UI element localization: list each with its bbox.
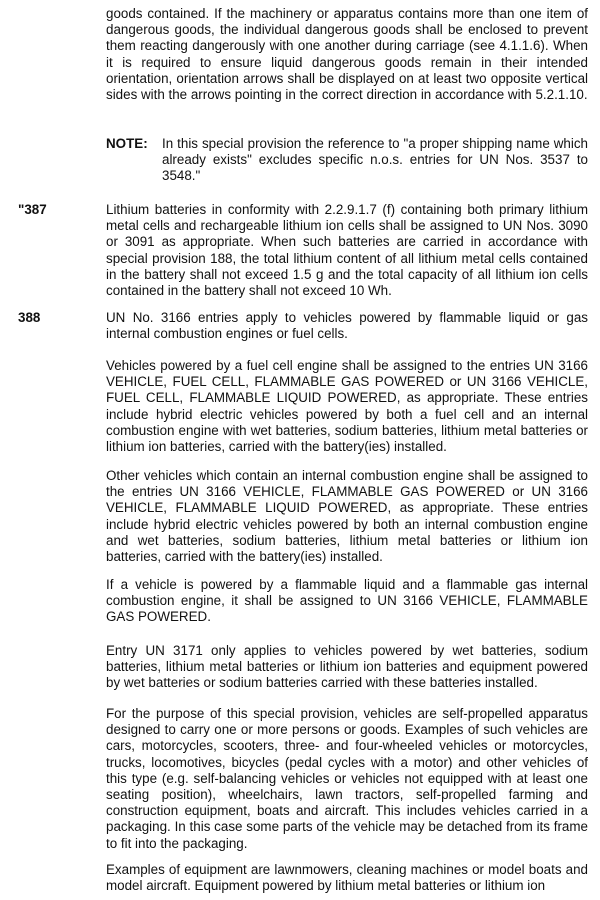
continuation-paragraph: goods contained. If the machinery or apparatus contains more than one item of dangerous goods, the individual dangerous goods shall be enclosed to prevent them reacting dangerously with one another during carriage (see 4.1.1.6). When it is required to ensure liquid dangerous goods remain in their intended orientation, orientation arrows shall be displayed on at least two opposite vertical sides with the arrows pointing in the correct direction in accordance with 5.2.1.10. xyxy=(106,6,588,103)
sp388-paragraph-2: Vehicles powered by a fuel cell engine shall be assigned to the entries UN 3166 VEHICLE, FUEL CELL, FLAMMABLE GAS POWERED or UN 3166 VEHICLE, FUEL CELL, FLAMMABLE LIQUID POWERED, as appropriate. These entries include hybrid electric vehicles powered by both a fuel cell and an internal combustion engine with wet batteries, sodium batteries, lithium metal batteries or lithium ion batteries, carried with the battery(ies) installed. xyxy=(106,358,588,455)
note-text: In this special provision the reference to "a proper shipping name which already exists" excludes specific n.o.s. entries for UN Nos. 3537 to 3548." xyxy=(162,136,588,184)
sp388-paragraph-3: Other vehicles which contain an internal combustion engine shall be assigned to the entries UN 3166 VEHICLE, FLAMMABLE GAS POWERED or UN 3166 VEHICLE, FLAMMABLE LIQUID POWERED, as appropriate. These entries include hybrid electric vehicles powered by both an internal combustion engine and wet batteries, sodium batteries, lithium metal batteries or lithium ion batteries, carried with the battery(ies) installed. xyxy=(106,468,588,565)
sp388-paragraph-6: For the purpose of this special provision, vehicles are self-propelled apparatus designed to carry one or more persons or goods. Examples of such vehicles are cars, motorcycles, scooters, three- and four-wheeled vehicles or motorcycles, trucks, locomotives, bicycles (pedal cycles with a motor) and other vehicles of this type (e.g. self-balancing vehicles or vehicles not equipped with at least one seating position), wheelchairs, lawn tractors, self-propelled farming and construction equipment, boats and aircraft. This includes vehicles carried in a packaging. In this case some parts of the vehicle may be detached from its frame to fit into the packaging. xyxy=(106,706,588,851)
special-provision-387-text: Lithium batteries in conformity with 2.2.9.1.7 (f) containing both primary lithium metal cells and rechargeable lithium ion cells shall be assigned to UN Nos. 3090 or 3091 as appropriate. When such batteries are carried in accordance with special provision 188, the total lithium content of all lithium metal cells contained in the battery shall not exceed 1.5 g and the total capacity of all lithium ion cells contained in the battery shall not exceed 10 Wh. xyxy=(106,202,588,299)
sp388-paragraph-1: UN No. 3166 entries apply to vehicles powered by flammable liquid or gas internal combustion engines or fuel cells. xyxy=(106,310,588,342)
sp388-paragraph-7: Examples of equipment are lawnmowers, cleaning machines or model boats and model aircraft. Equipment powered by lithium metal batteries or lithium ion xyxy=(106,862,588,894)
sp388-paragraph-4: If a vehicle is powered by a flammable liquid and a flammable gas internal combustion engine, it shall be assigned to UN 3166 VEHICLE, FLAMMABLE GAS POWERED. xyxy=(106,577,588,625)
note-label: NOTE: xyxy=(106,136,148,151)
special-provision-388-label: 388 xyxy=(18,310,41,325)
special-provision-387-label: "387 xyxy=(18,202,47,217)
sp388-paragraph-5: Entry UN 3171 only applies to vehicles powered by wet batteries, sodium batteries, lithium metal batteries or lithium ion batteries and equipment powered by wet batteries or sodium batteries carried with these batteries installed. xyxy=(106,643,588,691)
